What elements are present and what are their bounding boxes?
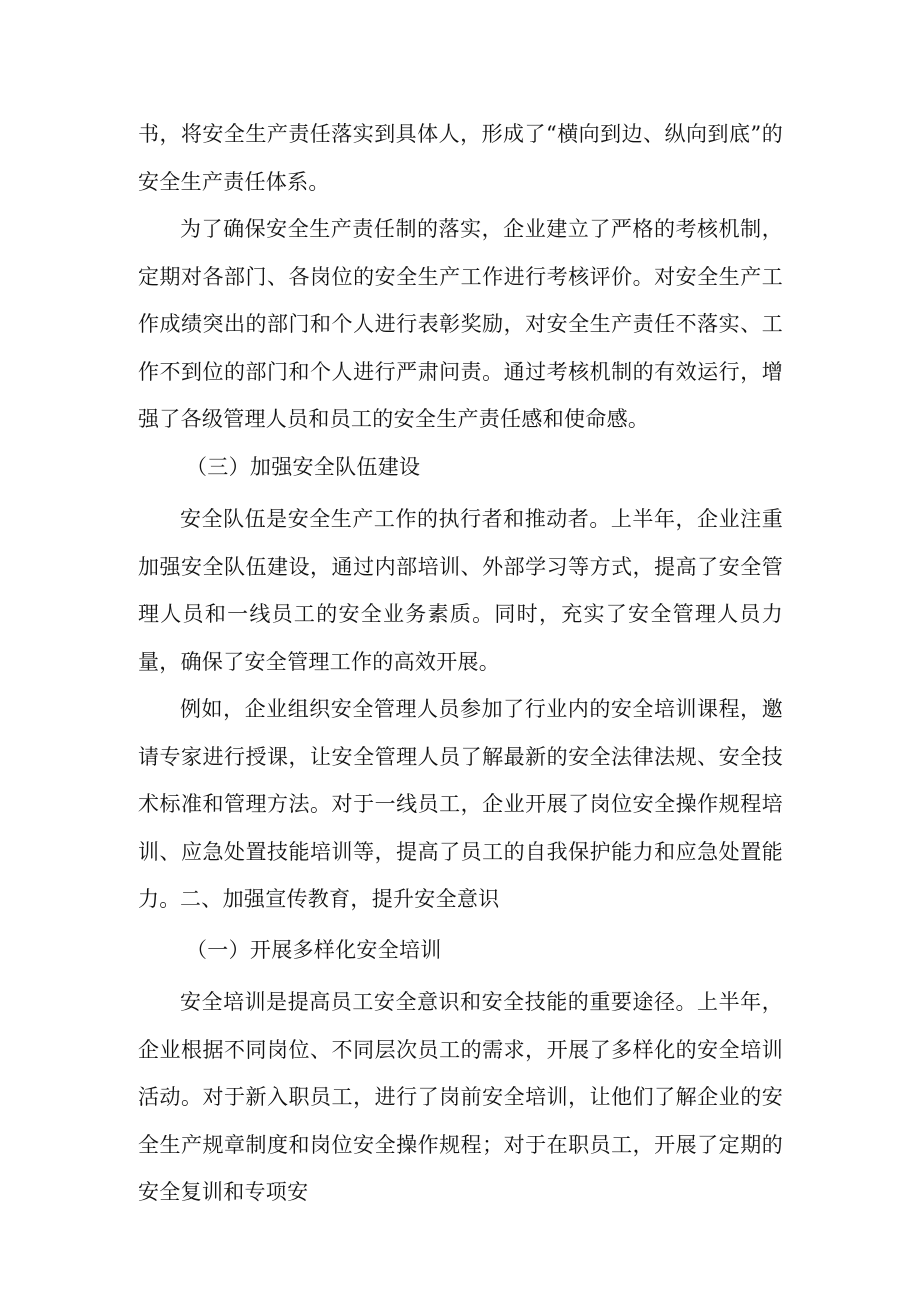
paragraph-responsibility-system: 书，将安全生产责任落实到具体人，形成了“横向到边、纵向到底”的安全生产责任体系。 [138, 122, 783, 194]
paragraph-diversified-training: 安全培训是提高员工安全意识和安全技能的重要途径。上半年，企业根据不同岗位、不同层次员工的需求，开展了多样化的安全培训活动。对于新入职员工，进行了岗前安全培训，让他们了解企业的安全生产规章制度和岗位安全操作规程；对于在职员工，开展了定期的安全复训和专项安 [138, 990, 783, 1204]
paragraph-safety-team: 安全队伍是安全生产工作的执行者和推动者。上半年，企业注重加强安全队伍建设，通过内部培训、外部学习等方式，提高了安全管理人员和一线员工的安全业务素质。同时，充实了安全管理人员力量，确保了安全管理工作的高效开展。 [138, 507, 783, 674]
heading-safety-team: （三）加强安全队伍建设 [186, 455, 421, 479]
paragraph-assessment-mechanism: 为了确保安全生产责任制的落实，企业建立了严格的考核机制，定期对各部门、各岗位的安全生产工作进行考核评价。对安全生产工作成绩突出的部门和个人进行表彰奖励，对安全生产责任不落实、工作不到位的部门和个人进行严肃问责。通过考核机制的有效运行，增强了各级管理人员和员工的安全生产责任感和使命感。 [138, 217, 783, 431]
heading-diversified-training: （一）开展多样化安全培训 [186, 938, 442, 962]
heading-publicity-education: 二、加强宣传教育，提升安全意识 [180, 887, 500, 911]
paragraph-training-example: 例如，企业组织安全管理人员参加了行业内的安全培训课程，邀请专家进行授课，让安全管理人员了解最新的安全法律法规、安全技术标准和管理方法。对于一线员工，企业开展了岗位安全操作规程培训、应急处置技能培训等，提高了员工的自我保护能力和应急处置能力。 [138, 697, 783, 911]
